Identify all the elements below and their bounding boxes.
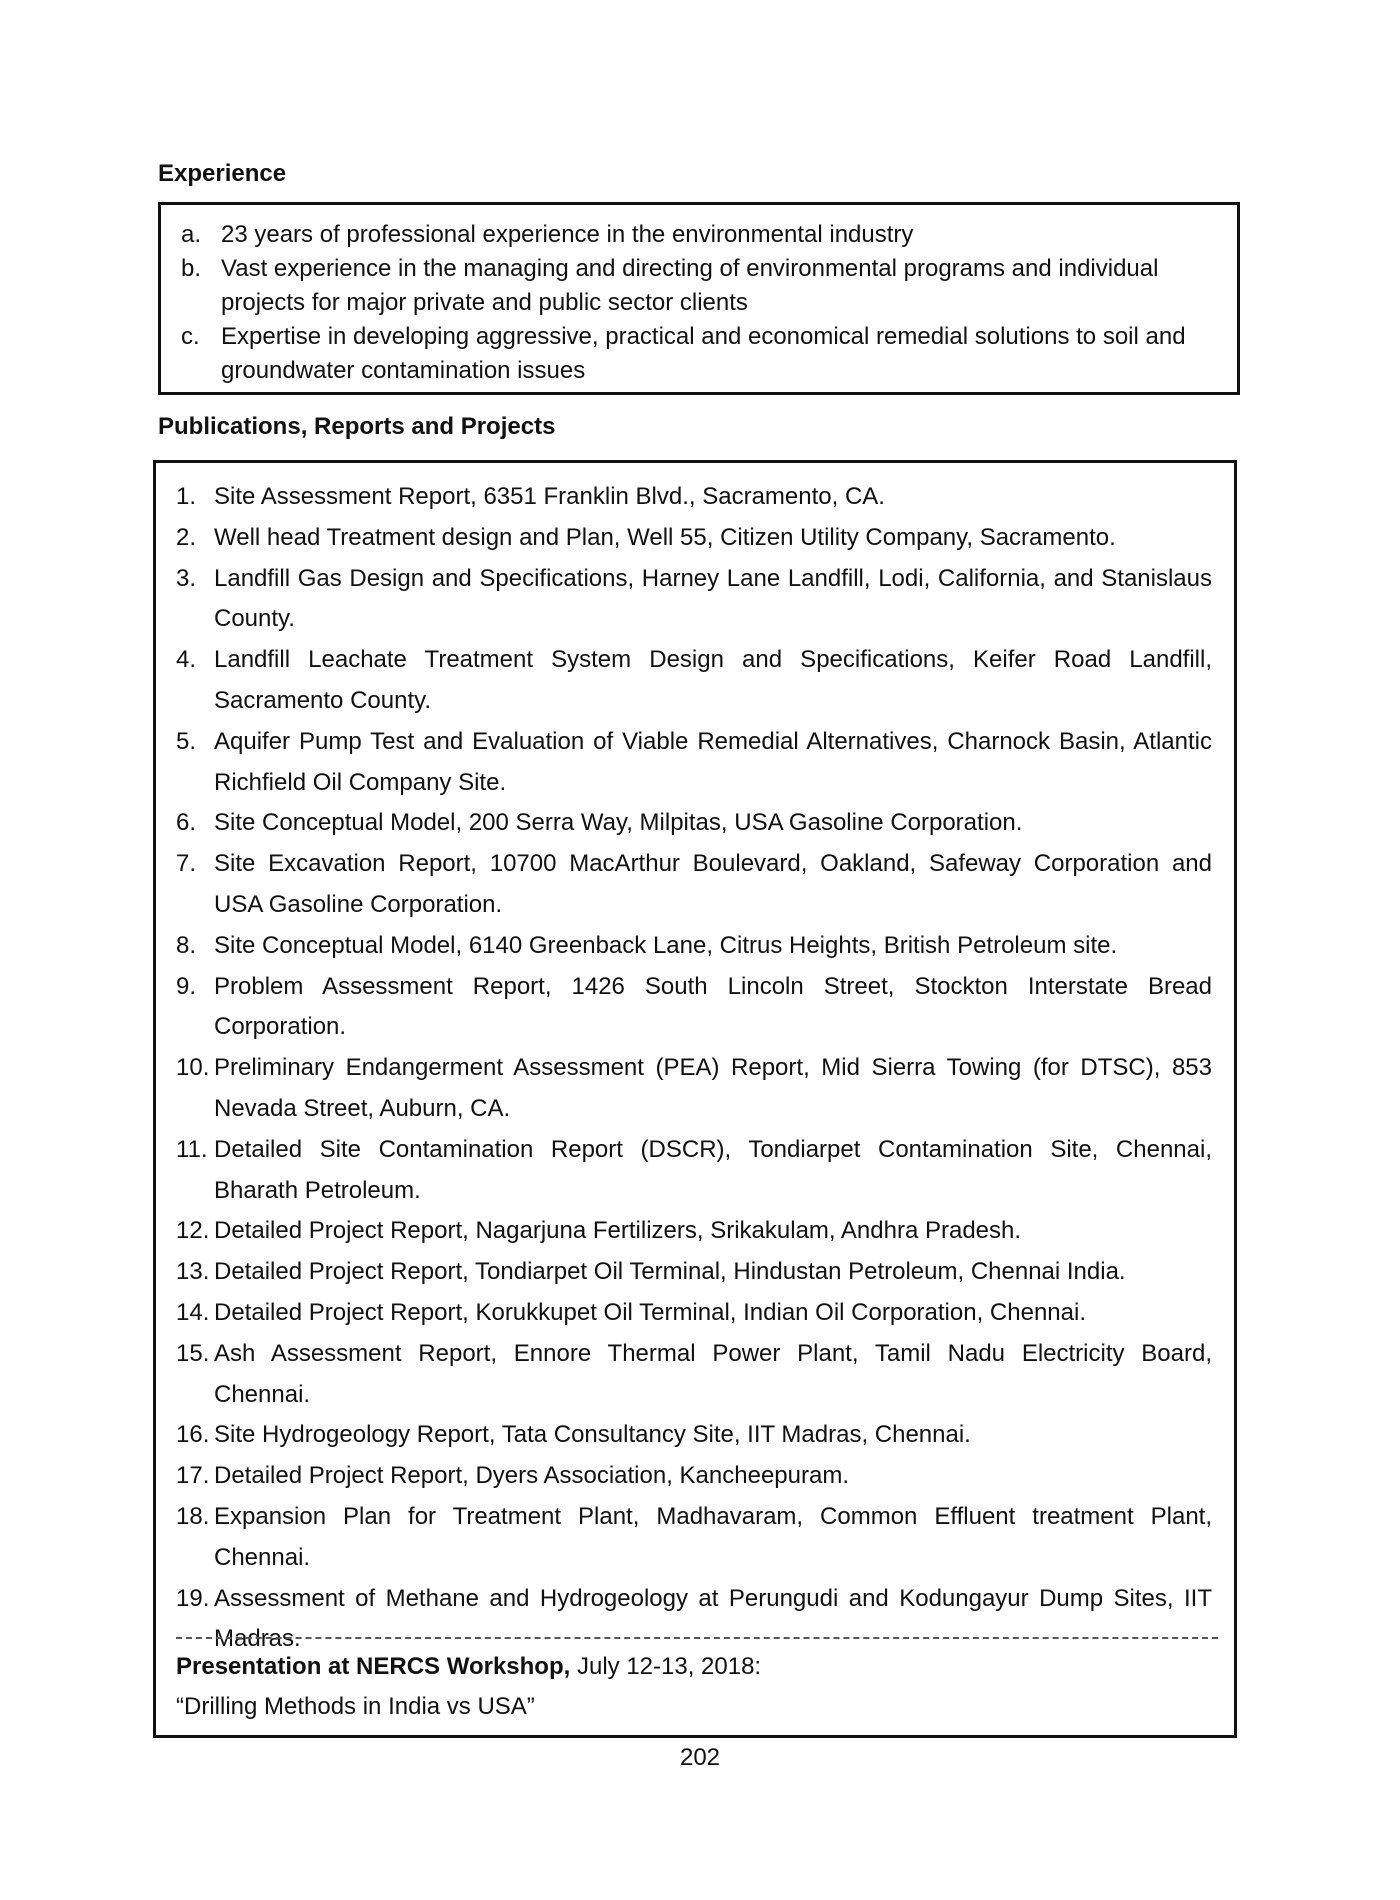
list-item-marker: b. <box>181 255 202 282</box>
list-item-marker: 7. <box>176 850 197 878</box>
list-item-text: Landfill Gas Design and Specifications, Harney Lane Landfill, Lodi, California, and Stanislaus County. <box>214 564 1212 633</box>
list-item-text: Site Conceptual Model, 200 Serra Way, Milpitas, USA Gasoline Corporation. <box>214 809 1023 837</box>
list-item <box>181 320 1217 388</box>
presentation-title: “Drilling Methods in India vs USA” <box>176 1693 535 1720</box>
presentation-block <box>176 1647 1218 1727</box>
list-item <box>176 803 1212 844</box>
list-item-text: Preliminary Endangerment Assessment (PEA) Report, Mid Sierra Towing (for DTSC), 853 Nevada Street, Auburn, CA. <box>214 1054 1212 1122</box>
page-number: 202 <box>679 1744 721 1771</box>
list-item-marker: 11. <box>176 1135 208 1163</box>
list-item-text: Aquifer Pump Test and Evaluation of Viable Remedial Alternatives, Charnock Basin, Atlantic Richfield Oil Company Site. <box>214 727 1212 796</box>
list-item-marker: 4. <box>176 646 197 674</box>
experience-list <box>181 218 1217 388</box>
list-item <box>176 1252 1212 1293</box>
list-item <box>176 1415 1212 1456</box>
list-item-marker: 14. <box>176 1298 210 1326</box>
list-item-marker: 9. <box>176 972 197 1000</box>
list-item-marker: 19. <box>176 1584 210 1612</box>
list-item-text: Well head Treatment design and Plan, Well 55, Citizen Utility Company, Sacramento. <box>214 523 1116 551</box>
list-item-marker: 5. <box>176 727 197 755</box>
list-item-text: Detailed Project Report, Dyers Association, Kancheepuram. <box>214 1462 849 1490</box>
experience-heading: Experience <box>158 160 287 187</box>
list-item-text: Expertise in developing aggressive, practical and economical remedial solutions to soil and groundwater contamination issues <box>221 323 1186 384</box>
publications-list <box>176 477 1212 1660</box>
list-item-text: Ash Assessment Report, Ennore Thermal Power Plant, Tamil Nadu Electricity Board, Chennai. <box>214 1339 1212 1408</box>
list-item <box>176 722 1212 804</box>
list-item <box>176 1456 1212 1497</box>
list-item-text: Site Excavation Report, 10700 MacArthur Boulevard, Oakland, Safeway Corporation and USA Gasoline Corporation. <box>214 850 1212 918</box>
list-item-marker: 3. <box>176 564 197 592</box>
list-item-marker: c. <box>181 323 200 350</box>
presentation-line <box>176 1647 1218 1687</box>
list-item-marker: 13. <box>176 1258 210 1286</box>
list-item-text: 23 years of professional experience in the environmental industry <box>221 221 914 248</box>
list-item-text: Detailed Project Report, Nagarjuna Fertilizers, Srikakulam, Andhra Pradesh. <box>214 1217 1022 1245</box>
list-item <box>176 926 1212 967</box>
list-item-text: Detailed Site Contamination Report (DSCR), Tondiarpet Contamination Site, Chennai, Bharath Petroleum. <box>214 1135 1212 1204</box>
list-item <box>176 1048 1212 1130</box>
list-item <box>176 1497 1212 1579</box>
list-item <box>181 252 1217 320</box>
list-item <box>176 640 1212 722</box>
list-item-marker: 18. <box>176 1502 210 1530</box>
list-item-marker: 12. <box>176 1217 210 1245</box>
list-item-text: Landfill Leachate Treatment System Design and Specifications, Keifer Road Landfill, Sacramento County. <box>214 646 1212 714</box>
list-item <box>176 1130 1212 1212</box>
dashed-divider <box>176 1637 1218 1639</box>
publications-heading: Publications, Reports and Projects <box>158 413 556 440</box>
list-item-marker: 1. <box>176 483 197 510</box>
experience-box <box>158 202 1240 395</box>
publications-box <box>153 460 1237 1738</box>
list-item-text: Assessment of Methane and Hydrogeology at Perungudi and Kodungayur Dump Sites, IIT Madras. <box>214 1584 1212 1653</box>
list-item <box>181 218 1217 252</box>
list-item <box>176 477 1212 518</box>
list-item-marker: 16. <box>176 1421 210 1449</box>
list-item-text: Site Hydrogeology Report, Tata Consultancy Site, IIT Madras, Chennai. <box>214 1421 971 1449</box>
list-item <box>176 518 1212 559</box>
list-item-text: Detailed Project Report, Korukkupet Oil Terminal, Indian Oil Corporation, Chennai. <box>214 1298 1086 1326</box>
list-item-text: Vast experience in the managing and directing of environmental programs and individual projects for major private and public sector clients <box>221 255 1159 316</box>
list-item <box>176 1293 1212 1334</box>
list-item-marker: 6. <box>176 809 197 837</box>
list-item-text: Problem Assessment Report, 1426 South Lincoln Street, Stockton Interstate Bread Corporation. <box>214 972 1212 1041</box>
list-item <box>176 967 1212 1049</box>
list-item-marker: a. <box>181 221 202 248</box>
list-item <box>176 559 1212 641</box>
list-item-text: Expansion Plan for Treatment Plant, Madhavaram, Common Effluent treatment Plant, Chennai. <box>214 1502 1212 1571</box>
list-item-marker: 8. <box>176 931 197 959</box>
list-item-marker: 15. <box>176 1339 210 1367</box>
list-item-marker: 10. <box>176 1054 210 1082</box>
list-item-text: Detailed Project Report, Tondiarpet Oil Terminal, Hindustan Petroleum, Chennai India. <box>214 1258 1126 1286</box>
list-item-text: Site Assessment Report, 6351 Franklin Blvd., Sacramento, CA. <box>214 483 885 510</box>
list-item <box>176 844 1212 926</box>
list-item-marker: 17. <box>176 1462 210 1490</box>
list-item-marker: 2. <box>176 523 197 551</box>
list-item-text: Site Conceptual Model, 6140 Greenback Lane, Citrus Heights, British Petroleum site. <box>214 931 1118 959</box>
list-item <box>176 1211 1212 1252</box>
presentation-date: July 12-13, 2018: <box>570 1653 762 1680</box>
presentation-label: Presentation at NERCS Workshop, <box>176 1653 571 1680</box>
list-item <box>176 1334 1212 1416</box>
